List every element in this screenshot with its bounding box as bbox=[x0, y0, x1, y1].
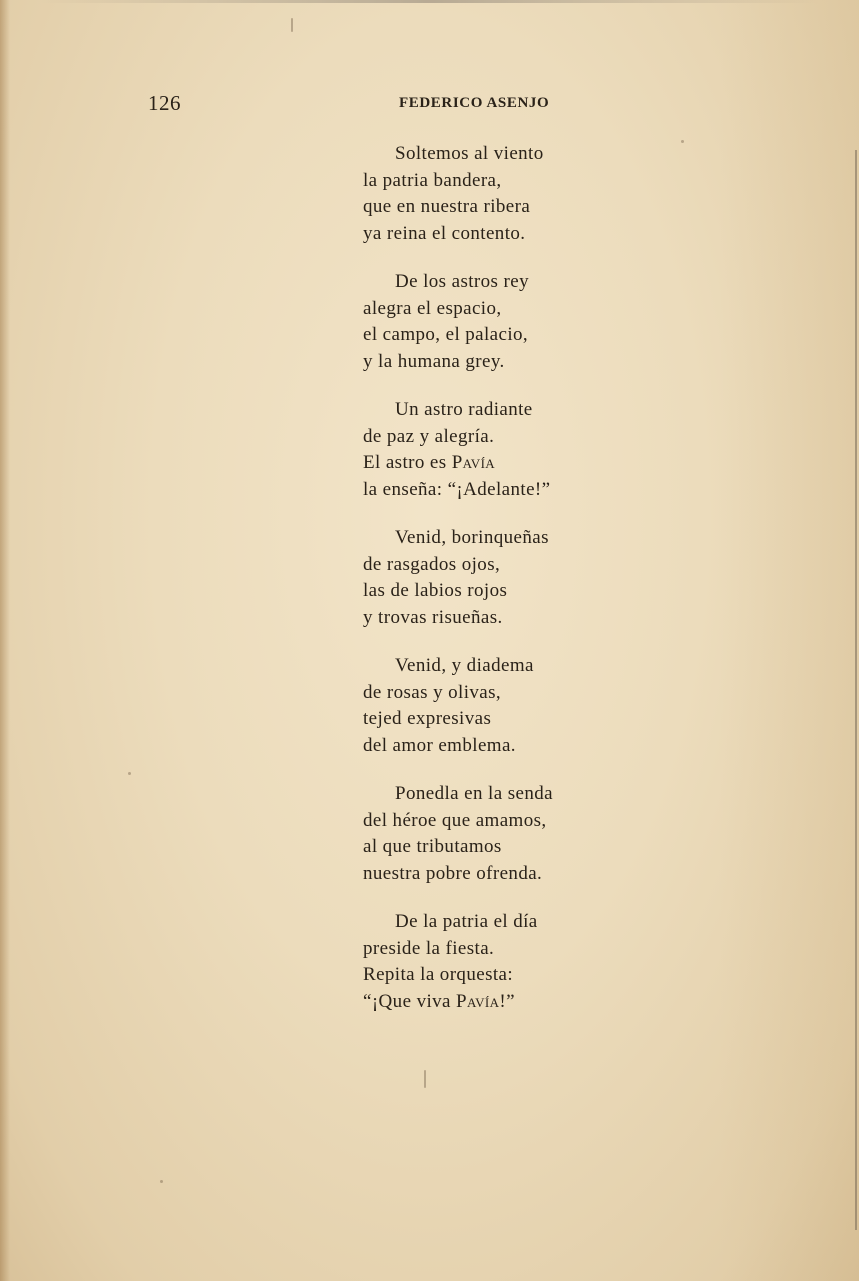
poem-line bbox=[363, 989, 663, 1016]
running-head: FEDERICO ASENJO bbox=[399, 95, 550, 111]
poem-line: la patria bandera, bbox=[363, 169, 502, 191]
poem bbox=[363, 141, 663, 1037]
stanza bbox=[363, 397, 663, 503]
stanza bbox=[363, 141, 663, 247]
poem-line: de rosas y olivas, bbox=[363, 681, 502, 703]
poem-line: De los astros rey bbox=[395, 271, 529, 292]
line-text: !” bbox=[499, 990, 515, 1012]
stanza bbox=[363, 781, 663, 887]
poem-line: ya reina el contento. bbox=[363, 222, 526, 244]
poem-line: Repita la orquesta: bbox=[363, 964, 514, 985]
poem-line: Ponedla en la senda bbox=[395, 783, 553, 804]
hero-name: Pavía bbox=[451, 452, 496, 473]
stanza bbox=[363, 653, 663, 759]
poem-line bbox=[363, 450, 663, 477]
page-number: 126 bbox=[148, 91, 181, 115]
poem-line: de paz y alegría. bbox=[363, 425, 495, 447]
paper-speck bbox=[424, 1070, 426, 1088]
poem-line: y trovas risueñas. bbox=[363, 606, 503, 628]
poem-line: nuestra pobre ofrenda. bbox=[363, 862, 543, 884]
poem-line: De la patria el día bbox=[395, 911, 538, 932]
poem-line: al que tributamos bbox=[363, 836, 502, 857]
paper-speck bbox=[128, 772, 131, 775]
hero-name: Pavía bbox=[456, 990, 500, 1012]
poem-line: alegra el espacio, bbox=[363, 297, 502, 319]
stanza bbox=[363, 525, 663, 631]
poem-line: Venid, y diadema bbox=[395, 655, 534, 676]
line-text: “¡Que viva bbox=[363, 990, 457, 1012]
poem-line: Un astro radiante bbox=[395, 399, 533, 420]
page-top-edge bbox=[40, 0, 820, 3]
paper-speck bbox=[291, 18, 293, 32]
poem-line: Venid, borinqueñas bbox=[395, 527, 549, 548]
line-text: El astro es bbox=[363, 452, 452, 473]
poem-line: del héroe que amamos, bbox=[363, 809, 547, 831]
poem-line: que en nuestra ribera bbox=[363, 196, 531, 217]
stanza bbox=[363, 909, 663, 1015]
poem-line: Soltemos al viento bbox=[395, 143, 544, 164]
poem-line: las de labios rojos bbox=[363, 580, 508, 601]
stanza bbox=[363, 269, 663, 375]
poem-line: el campo, el palacio, bbox=[363, 324, 529, 345]
page-right-edge bbox=[855, 150, 857, 1230]
poem-line: la enseña: “¡Adelante!” bbox=[363, 478, 551, 500]
poem-line: preside la fiesta. bbox=[363, 937, 495, 959]
paper-speck bbox=[160, 1180, 163, 1183]
paper-speck bbox=[681, 140, 684, 143]
poem-line: del amor emblema. bbox=[363, 734, 516, 756]
poem-line: de rasgados ojos, bbox=[363, 553, 501, 575]
poem-line: y la humana grey. bbox=[363, 350, 505, 372]
poem-line: tejed expresivas bbox=[363, 708, 492, 729]
